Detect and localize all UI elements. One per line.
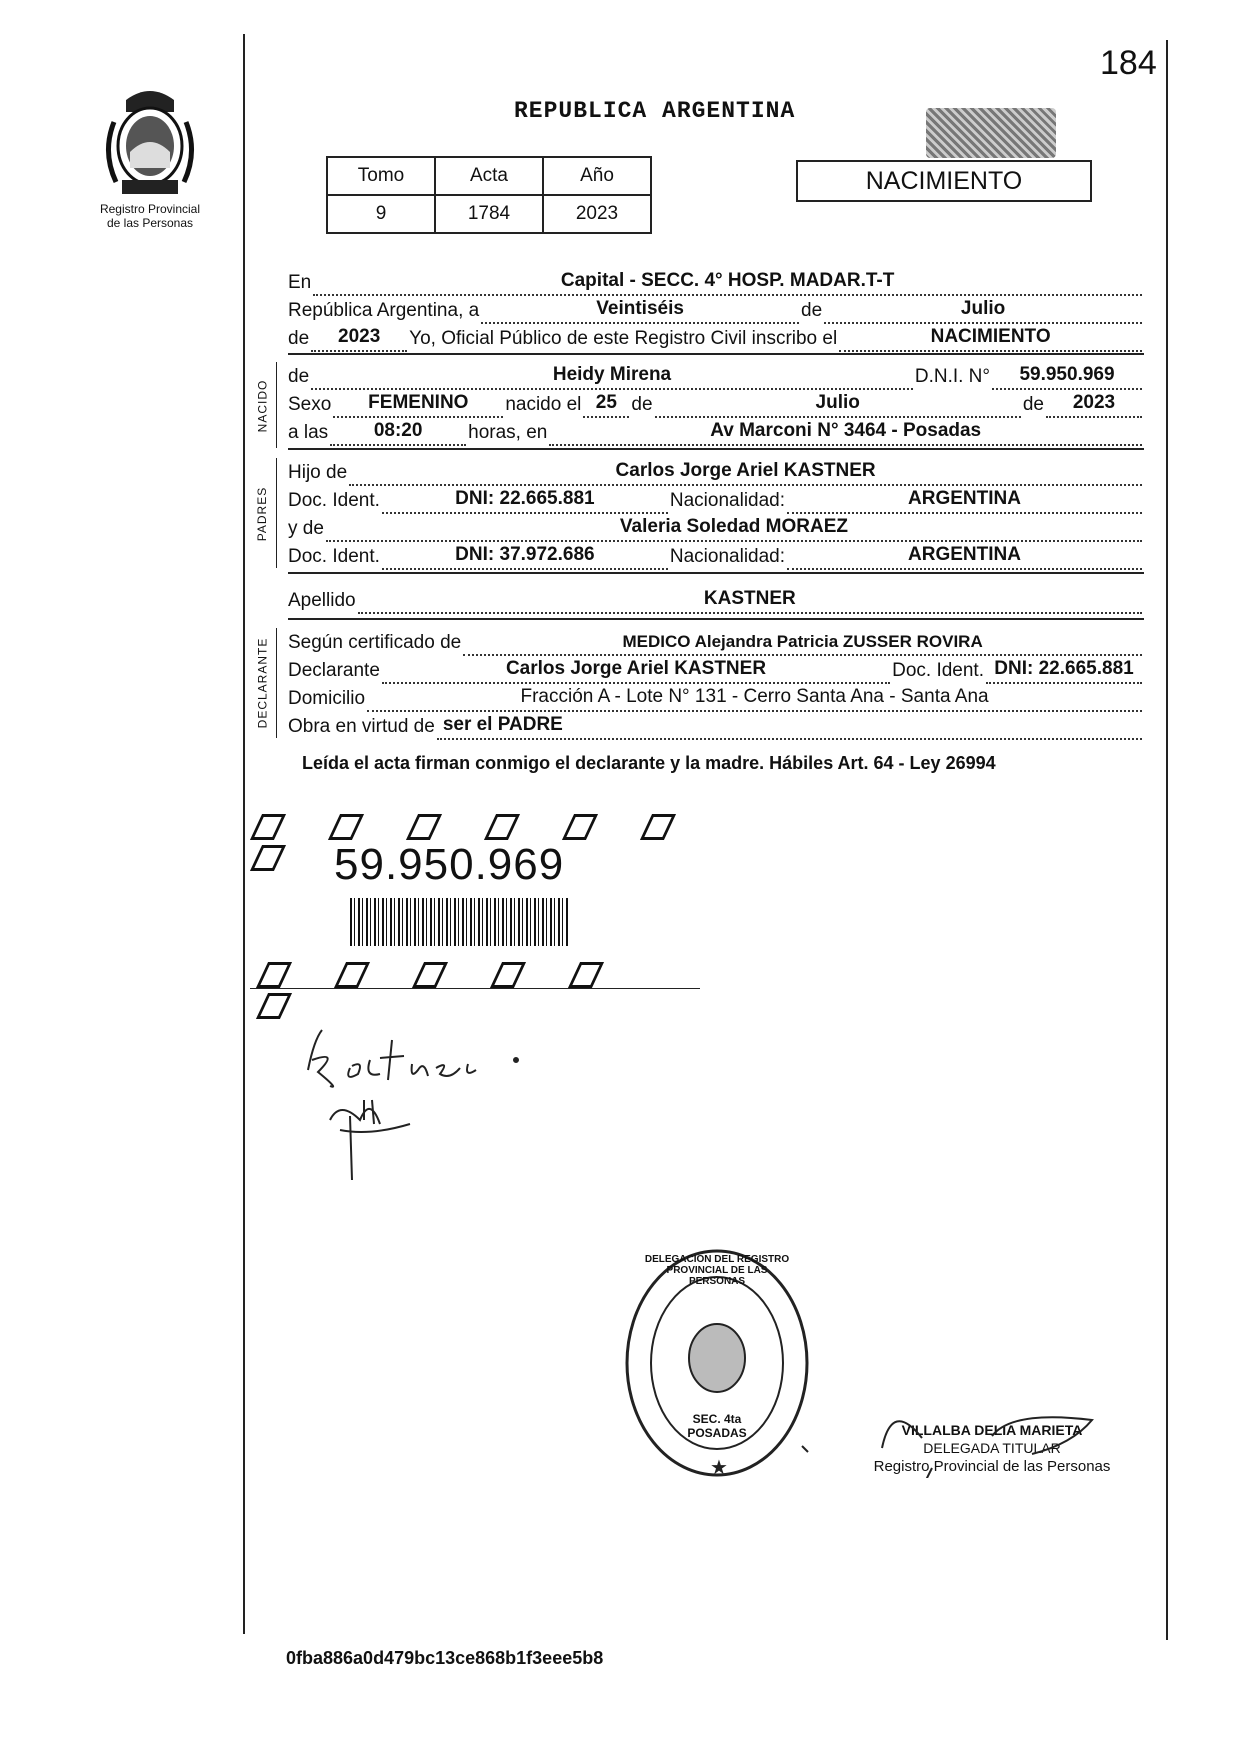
row-nacido-name xyxy=(288,362,1144,390)
dni-label: D.N.I. N° xyxy=(914,366,990,387)
mother-label: y de xyxy=(288,518,324,539)
official-office: Registro Provincial de las Personas xyxy=(873,1458,1111,1475)
capacity-value: ser el PADRE xyxy=(442,714,563,735)
barcode xyxy=(350,898,570,946)
official-seal xyxy=(622,1246,812,1480)
country-title: REPUBLICA ARGENTINA xyxy=(514,98,796,124)
seal-inner-text: SEC. 4ta POSADAS xyxy=(687,1412,747,1440)
de-label-2: de xyxy=(631,394,653,415)
hours-label: horas, en xyxy=(468,422,548,443)
divider-3 xyxy=(288,572,1144,574)
born-day-value: 25 xyxy=(595,392,617,413)
de-label-3: de xyxy=(1022,394,1044,415)
mother-doc-value: DNI: 37.972.686 xyxy=(455,544,595,565)
act-table xyxy=(326,156,652,234)
divider-1 xyxy=(288,353,1144,355)
tomo-header: Tomo xyxy=(327,157,435,195)
doc-label-2: Doc. Ident. xyxy=(288,546,380,567)
act-type: NACIMIENTO xyxy=(865,167,1023,195)
name-value: Heidy Mirena xyxy=(552,364,672,385)
father-nationality-value: ARGENTINA xyxy=(908,488,1021,509)
handwritten-signature xyxy=(300,1020,540,1180)
registry-name-line2: de las Personas xyxy=(106,216,194,230)
de-label: de xyxy=(801,300,823,321)
decl-doc-value: DNI: 22.665.881 xyxy=(994,658,1134,679)
seal-ring-text: DELEGACION DEL REGISTRO PROVINCIAL DE LAS PERSONAS xyxy=(644,1254,790,1287)
security-ticks-top xyxy=(256,814,726,840)
dni-value: 59.950.969 xyxy=(1019,364,1115,385)
capacity-label: Obra en virtud de xyxy=(288,716,435,737)
sex-value: FEMENINO xyxy=(368,392,469,413)
republic-label: República Argentina, a xyxy=(288,300,480,321)
act-type-box xyxy=(796,160,1092,202)
acta-header: Acta xyxy=(435,157,543,195)
apellido-label: Apellido xyxy=(288,590,356,611)
born-year-value: 2023 xyxy=(1072,392,1116,413)
inscription-type-value: NACIMIENTO xyxy=(930,326,1051,347)
dni-number-large: 59.950.969 xyxy=(334,840,565,889)
decl-doc-label: Doc. Ident. xyxy=(892,660,984,681)
father-label: Hijo de xyxy=(288,462,348,483)
place-value: Capital - SECC. 4° HOSP. MADAR.T-T xyxy=(560,270,895,291)
document-hash: 0fba886a0d479bc13ce868b1f3eee5b8 xyxy=(286,1648,604,1668)
officer-text: Yo, Oficial Público de este Registro Civil inscribo el xyxy=(409,328,838,349)
en-label: En xyxy=(288,272,312,293)
row-father-doc xyxy=(288,486,1144,514)
province-logo xyxy=(96,82,204,202)
row-apellido xyxy=(288,586,1144,614)
birth-place-value: Av Marconi N° 3464 - Posadas xyxy=(710,420,982,441)
domicile-value: Fracción A - Lote N° 131 - Cerro Santa Ana - Santa Ana xyxy=(520,686,989,707)
registry-name-line1: Registro Provincial xyxy=(99,202,201,216)
mother-nationality-value: ARGENTINA xyxy=(908,544,1021,565)
row-certificate xyxy=(288,628,1144,656)
official-title: DELEGADA TITULAR xyxy=(923,1440,1061,1456)
row-republica xyxy=(288,296,1144,324)
declarant-label: Declarante xyxy=(288,660,380,681)
declarant-value: Carlos Jorge Ariel KASTNER xyxy=(505,658,767,679)
security-stamp xyxy=(926,108,1056,158)
official-stamp xyxy=(872,1422,1112,1475)
nacido-label: NACIDO xyxy=(255,379,270,433)
closing-text: Leída el acta firman conmigo el declarante y la madre. Hábiles Art. 64 - Ley 26994 xyxy=(302,753,996,773)
row-mother xyxy=(288,514,1144,542)
page-number: 184 xyxy=(1100,44,1157,82)
official-name: VILLALBA DELIA MARIETA xyxy=(901,1422,1083,1438)
row-domicile xyxy=(288,684,1144,712)
row-time xyxy=(288,418,1144,446)
time-label: a las xyxy=(288,422,329,443)
month-value: Julio xyxy=(960,298,1006,319)
divider-4 xyxy=(288,618,1144,620)
row-declarant xyxy=(288,656,1144,684)
anio-value: 2023 xyxy=(543,195,651,233)
acta-value: 1784 xyxy=(435,195,543,233)
day-words-value: Veintiséis xyxy=(596,298,684,319)
de2-label: de xyxy=(288,328,310,349)
de-label: de xyxy=(288,366,310,387)
certificate-value: MEDICO Alejandra Patricia ZUSSER ROVIRA xyxy=(622,632,983,651)
born-month-value: Julio xyxy=(815,392,860,413)
right-margin-line xyxy=(1166,40,1168,1640)
row-father xyxy=(288,458,1144,486)
nat-label: Nacionalidad: xyxy=(669,490,786,511)
padres-label: PADRES xyxy=(255,486,269,542)
cert-label: Según certificado de xyxy=(288,632,462,653)
declarante-label: DECLARANTE xyxy=(255,637,269,729)
born-label: nacido el xyxy=(505,394,582,415)
time-value: 08:20 xyxy=(373,420,423,441)
tomo-value: 9 xyxy=(327,195,435,233)
row-capacity xyxy=(288,712,1144,740)
nat-label-2: Nacionalidad: xyxy=(669,546,786,567)
domicile-label: Domicilio xyxy=(288,688,366,709)
barcode-underline xyxy=(250,988,700,989)
doc-label: Doc. Ident. xyxy=(288,490,380,511)
registry-name xyxy=(70,202,230,230)
divider-2 xyxy=(288,448,1144,450)
security-ticks-bottom xyxy=(262,962,702,988)
svg-text:★: ★ xyxy=(710,1457,728,1479)
row-mother-doc xyxy=(288,542,1144,570)
anio-header: Año xyxy=(543,157,651,195)
sexo-label: Sexo xyxy=(288,394,332,415)
row-officer xyxy=(288,324,1144,352)
father-name-value: Carlos Jorge Ariel KASTNER xyxy=(615,460,876,481)
year-value: 2023 xyxy=(338,326,381,347)
row-sexo xyxy=(288,390,1144,418)
left-margin-line xyxy=(243,34,245,1634)
row-en xyxy=(288,268,1144,296)
father-doc-value: DNI: 22.665.881 xyxy=(455,488,595,509)
mother-name-value: Valeria Soledad MORAEZ xyxy=(619,516,848,537)
apellido-value: KASTNER xyxy=(703,588,796,609)
